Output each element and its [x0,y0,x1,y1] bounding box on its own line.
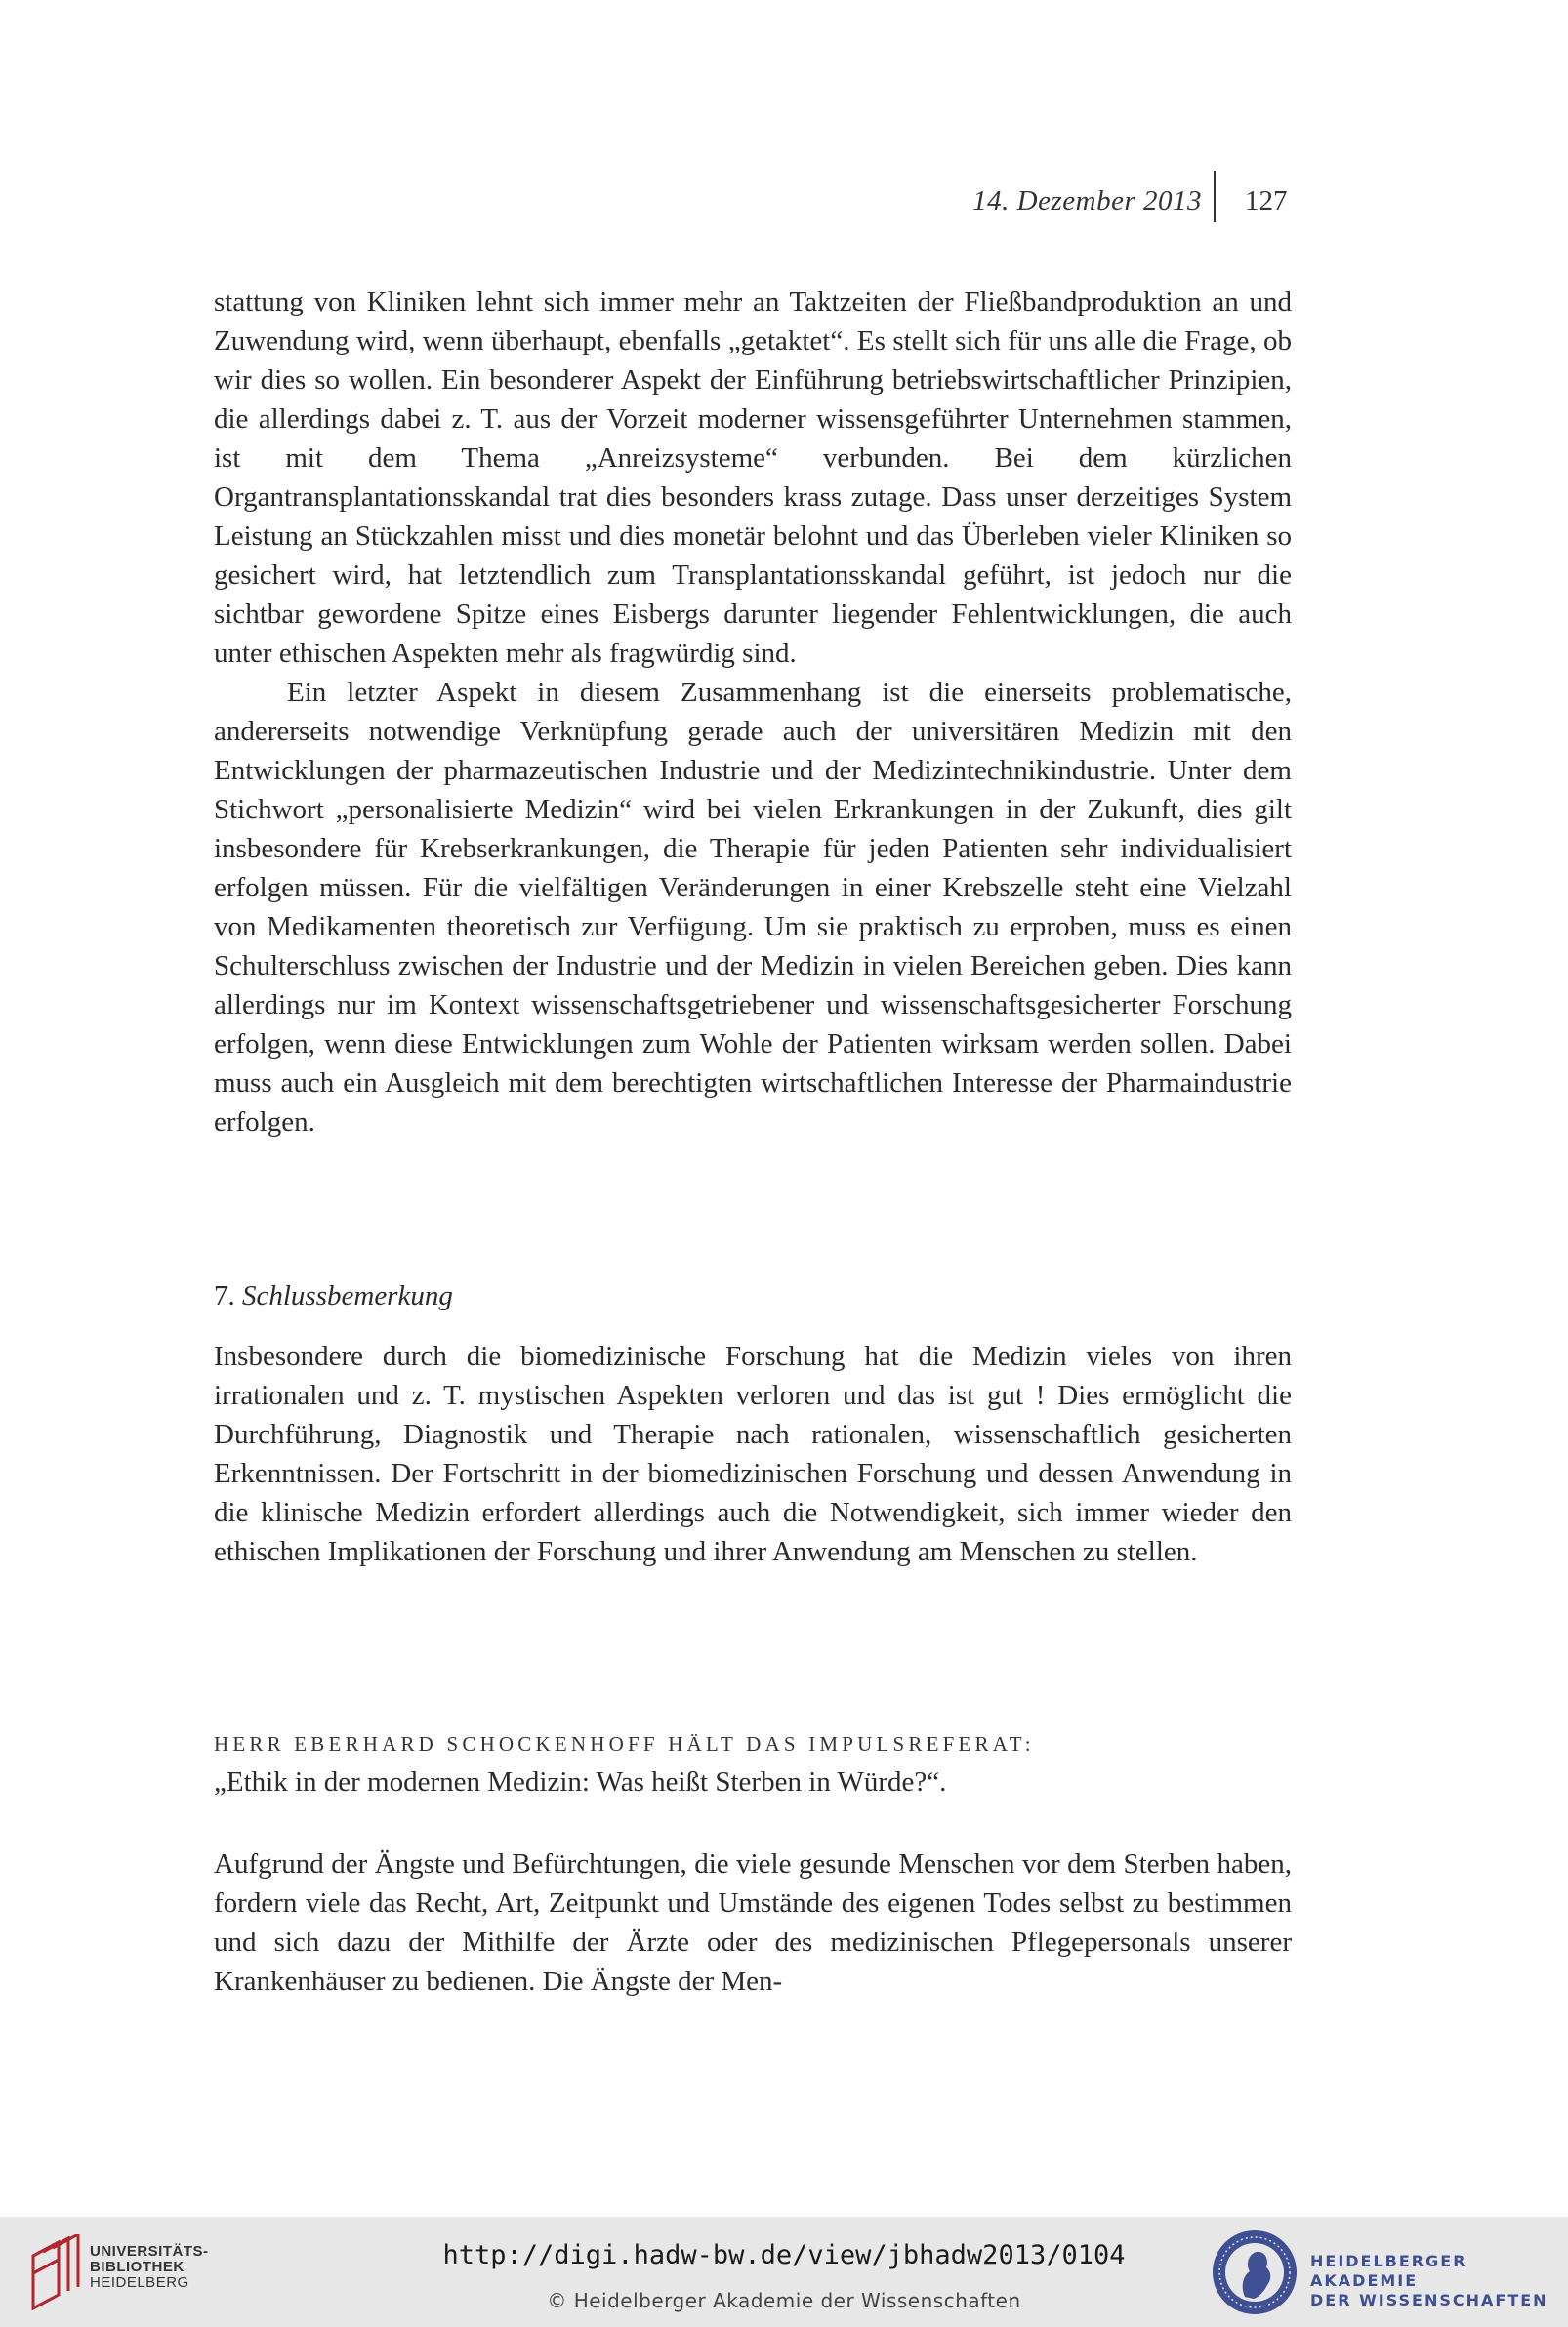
hadw-line-2: DER WISSENSCHAFTEN [1310,2291,1548,2309]
impulse-paragraph: Aufgrund der Ängste und Befürchtungen, die viele gesunde Menschen vor dem Sterben haben, fordern viele das Recht, Art, Zeitpunkt und Umstände des eigenen Todes selbst zu bestimmen und sich dazu der Mithilfe der Ärzte oder des medizinischen Pflegepersonals unserer Krankenhäuser zu bedienen. Die Ängste der Men- [214,1849,1292,1997]
section-7-text [214,1337,1292,1571]
hadw-seal-icon [1211,2228,1299,2316]
impulse-heading: HERR EBERHARD SCHOCKENHOFF HÄLT DAS IMPULSREFERAT: [214,1732,1035,1756]
hadw-line-1: HEIDELBERGER AKADEMIE [1310,2252,1467,2290]
source-url-link[interactable]: http://digi.hadw-bw.de/view/jbhadw2013/0104 [442,2240,1126,2270]
section-number: 7. [214,1280,235,1311]
section-7-paragraph: Insbesondere durch die biomedizinische Forschung hat die Medizin vieles von ihren irrationalen und z. T. mystischen Aspekten verloren und das ist gut ! Dies ermöglicht die Durchführung, Diagnostik und Therapie nach rationalen, wissenschaftlich gesicherten Erkenntnissen. Der Fortschritt in der biomedizinischen Forschung und dessen Anwendung in die klinische Medizin erfordert allerdings auch die Notwendigkeit, sich immer wieder den ethischen Implikationen der Forschung und ihrer Anwendung am Menschen zu stellen. [214,1341,1292,1567]
page-number: 127 [1245,186,1288,217]
section-title: Schlussbemerkung [242,1280,453,1311]
paragraph-2: Ein letzter Aspekt in diesem Zusammenhang ist die einerseits problematische, andererseits notwendige Verknüpfung gerade auch der universitären Medizin mit den Entwicklungen der pharmazeutischen Industrie und der Medizintechnikindustrie. Unter dem Stichwort „personalisierte Medizin“ wird bei vielen Erkrankungen in der Zukunft, dies gilt insbesondere für Krebserkrankungen, die Therapie für jeden Patienten sehr individualisiert erfolgen müssen. Für die vielfältigen Veränderungen in einer Krebszelle steht eine Vielzahl von Medikamenten theoretisch zur Verfügung. Um sie praktisch zu erproben, muss es einen Schulterschluss zwischen der Industrie und der Medizin in vielen Bereichen geben. Dies kann allerdings nur im Kontext wissenschaftsgetriebener und wissenschaftsgesicherter Forschung erfolgen, wenn diese Entwicklungen zum Wohle der Patienten wirksam werden sollen. Dabei muss auch ein Ausgleich mit dem berechtigten wirtschaftlichen Interesse der Pharmaindustrie erfolgen. [214,677,1292,1138]
section-heading [214,1280,453,1312]
body-text-block [214,282,1292,1142]
paragraph-1: stattung von Kliniken lehnt sich immer mehr an Taktzeiten der Fließbandproduktion an und Zuwendung wird, wenn überhaupt, ebenfalls „getaktet“. Es stellt sich für uns alle die Frage, ob wir dies so wollen. Ein besonderer Aspekt der Einführung betriebswirtschaftlicher Prinzipien, die allerdings dabei z. T. aus der Vorzeit moderner wissensgeführter Unternehmen stammen, ist mit dem Thema „Anreizsysteme“ verbunden. Bei dem kürzlichen Organtransplantationsskandal trat dies besonders krass zutage. Dass unser derzeitiges System Leistung an Stückzahlen misst und dies monetär belohnt und das Überleben vieler Kliniken so gesichert wird, hat letztendlich zum Transplantationsskandal geführt, ist jedoch nur die sichtbar gewordene Spitze eines Eisbergs darunter liegender Fehlentwicklungen, die auch unter ethischen Aspekten mehr als fragwürdig sind. [214,286,1292,669]
copyright-notice: © Heidelberger Akademie der Wissenschaften [547,2289,1021,2312]
hadw-label [1310,2252,1568,2310]
impulse-text [214,1845,1292,2001]
impulse-subtitle: „Ethik in der modernen Medizin: Was heißt Sterben in Würde?“. [214,1766,947,1798]
ub-line-1: UNIVERSITÄTS- [90,2243,209,2260]
running-header-date: 14. Dezember 2013 [972,186,1202,217]
footer-bar [0,2217,1568,2327]
ub-line-2: BIBLIOTHEK [90,2259,185,2275]
header-divider [1214,171,1216,222]
ub-line-3: HEIDELBERG [90,2274,189,2291]
